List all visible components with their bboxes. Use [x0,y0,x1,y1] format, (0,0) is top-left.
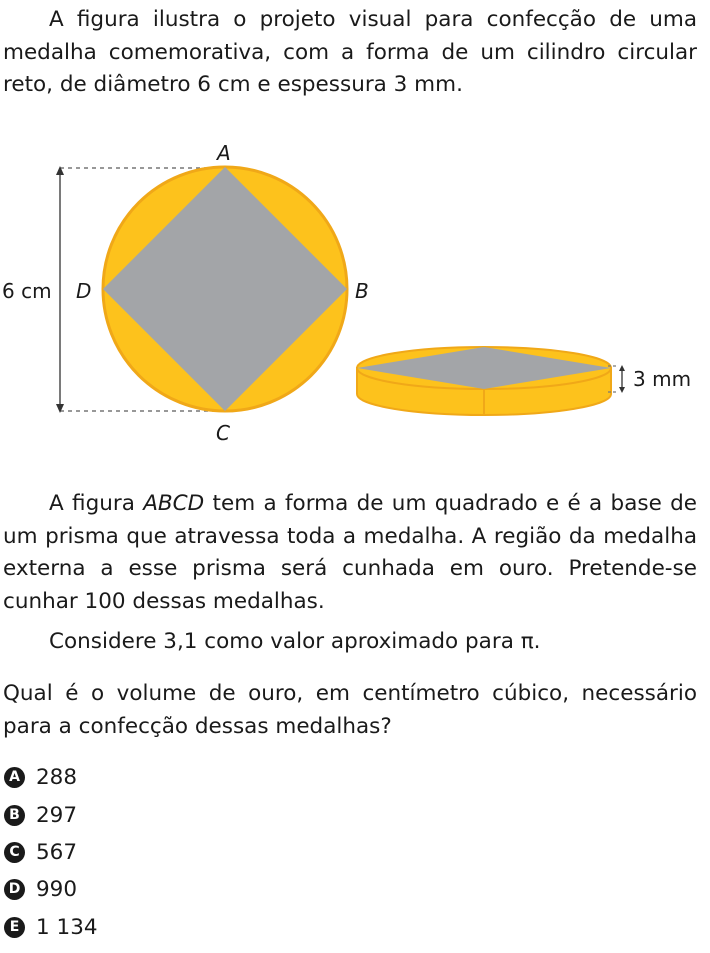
option-b[interactable] [4,800,77,830]
arrow-up-small-icon [619,365,625,371]
vertex-a-label: A [217,141,231,165]
diameter-label: 6 cm [2,279,52,303]
option-d-text: 990 [36,876,78,902]
pi-paragraph: Considere 3,1 como valor aproximado para π. [49,629,541,654]
option-a-text: 288 [36,764,78,790]
option-c-badge: C [4,842,25,863]
intro-paragraph: A figura ilustra o projeto visual para confecção de uma medalha comemorativa, com a forma de um cilindro circular reto, de diâmetro 6 cm e espessura 3 mm. [3,7,697,97]
option-a[interactable] [4,762,77,792]
vertex-b-label: B [355,279,369,303]
paragraph-description [3,488,697,618]
option-e-badge: E [4,917,25,938]
option-e-text: 1 134 [36,914,98,940]
paragraph-description-prefix: A figura [49,491,144,516]
option-a-badge: A [4,767,25,788]
option-e[interactable] [4,912,98,942]
option-c-text: 567 [36,839,78,865]
paragraph-description-rest: tem a forma de um quadrado e é a base de um prisma que atravessa toda a medalha. A região da medalha externa a esse prisma será cunhada em ouro. Pretende-se cunhar 100 dessas medalhas. [3,491,697,614]
vertex-c-label: C [216,421,230,445]
abcd-italic: ABCD [143,491,205,516]
option-b-badge: B [4,805,25,826]
option-b-text: 297 [36,802,78,828]
thickness-label: 3 mm [633,367,692,391]
option-d-badge: D [4,879,25,900]
medal-figure [0,128,710,458]
option-d[interactable] [4,874,77,904]
vertex-d-label: D [76,279,92,303]
question-paragraph: Qual é o volume de ouro, em centímetro cúbico, necessário para a confecção dessas medalhas? [3,681,697,739]
option-c[interactable] [4,837,77,867]
arrow-down-small-icon [619,387,625,393]
